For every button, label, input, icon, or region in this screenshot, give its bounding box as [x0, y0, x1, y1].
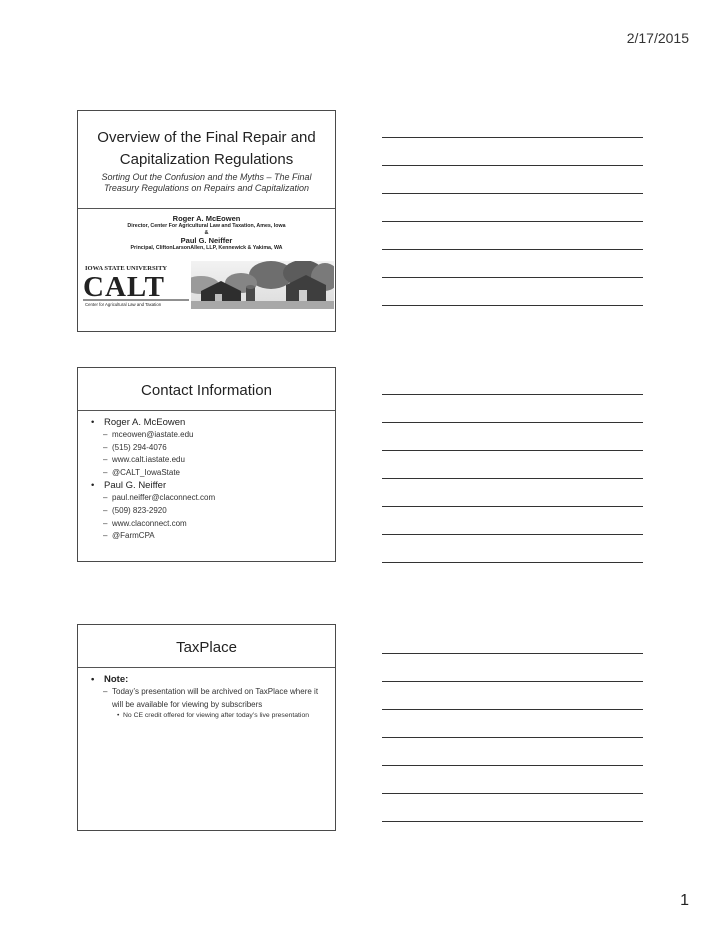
author-2-name: Paul G. Neiffer	[180, 236, 233, 245]
note-line	[382, 165, 643, 166]
slide-2	[77, 367, 336, 562]
logo-calt-text: CALT	[83, 271, 165, 303]
note-line	[382, 709, 643, 710]
calt-logo-banner	[81, 261, 332, 309]
farm-photo-icon	[81, 261, 334, 309]
note-line	[382, 653, 643, 654]
note-line	[382, 562, 643, 563]
contact-2-twitter: – @FarmCPA	[90, 530, 327, 543]
slide-2-body	[90, 416, 327, 543]
note-line	[382, 681, 643, 682]
note-line	[382, 221, 643, 222]
contact-1-name: • Roger A. McEowen	[90, 416, 327, 429]
logo-tagline-text: Center for Agricultural Law and Taxation	[85, 302, 162, 307]
note-line	[382, 737, 643, 738]
author-1-affiliation: Director, Center For Agricultural Law and Taxation, Ames, Iowa	[127, 223, 286, 229]
page-number: 1	[680, 892, 689, 909]
note-line	[382, 305, 643, 306]
author-ampersand: &	[204, 230, 209, 236]
author-2-affiliation: Principal, CliftonLarsonAllen, LLP, Kennewick & Yakima, WA	[130, 245, 283, 251]
contact-1-website: – www.calt.iastate.edu	[90, 454, 327, 467]
note-bullet: • Note:	[90, 673, 327, 686]
note-line	[382, 249, 643, 250]
page-date: 2/17/2015	[626, 30, 689, 46]
author-1-name: Roger A. McEowen	[172, 214, 241, 223]
contact-1-email: – mceowen@iastate.edu	[90, 429, 327, 442]
note-line	[382, 277, 643, 278]
ce-credit-note: • No CE credit offered for viewing after today’s live presentation	[90, 711, 327, 721]
note-line	[382, 765, 643, 766]
contact-1-twitter: – @CALT_IowaState	[90, 467, 327, 480]
slide-1-title: Overview of the Final Repair and Capitalization Regulations	[97, 129, 316, 168]
note-line	[382, 137, 643, 138]
contact-2-name: • Paul G. Neiffer	[90, 479, 327, 492]
slide-2-title: Contact Information	[78, 368, 335, 411]
slide-1-divider	[78, 208, 335, 209]
slide-3-title: TaxPlace	[78, 625, 335, 668]
contact-2-phone: – (509) 823-2920	[90, 505, 327, 518]
note-line	[382, 793, 643, 794]
note-line	[382, 478, 643, 479]
slide-1-authors	[80, 214, 333, 252]
note-line	[382, 394, 643, 395]
slide-3-body	[90, 673, 327, 721]
archive-note: – Today’s presentation will be archived on TaxPlace where it will be available for viewing by subscribers	[90, 686, 327, 711]
contact-1-phone: – (515) 294-4076	[90, 442, 327, 455]
note-line	[382, 534, 643, 535]
note-line	[382, 422, 643, 423]
logo-university-text: IOWA STATE UNIVERSITY	[85, 265, 168, 272]
note-line	[382, 506, 643, 507]
note-line	[382, 450, 643, 451]
slide-1-subtitle: Sorting Out the Confusion and the Myths – The Final Treasury Regulations on Repairs and Capitalization	[101, 172, 312, 193]
slide-3	[77, 624, 336, 831]
note-line	[382, 193, 643, 194]
note-line	[382, 821, 643, 822]
contact-2-website: – www.claconnect.com	[90, 518, 327, 531]
slide-1	[77, 110, 336, 332]
contact-2-email: – paul.neiffer@claconnect.com	[90, 492, 327, 505]
